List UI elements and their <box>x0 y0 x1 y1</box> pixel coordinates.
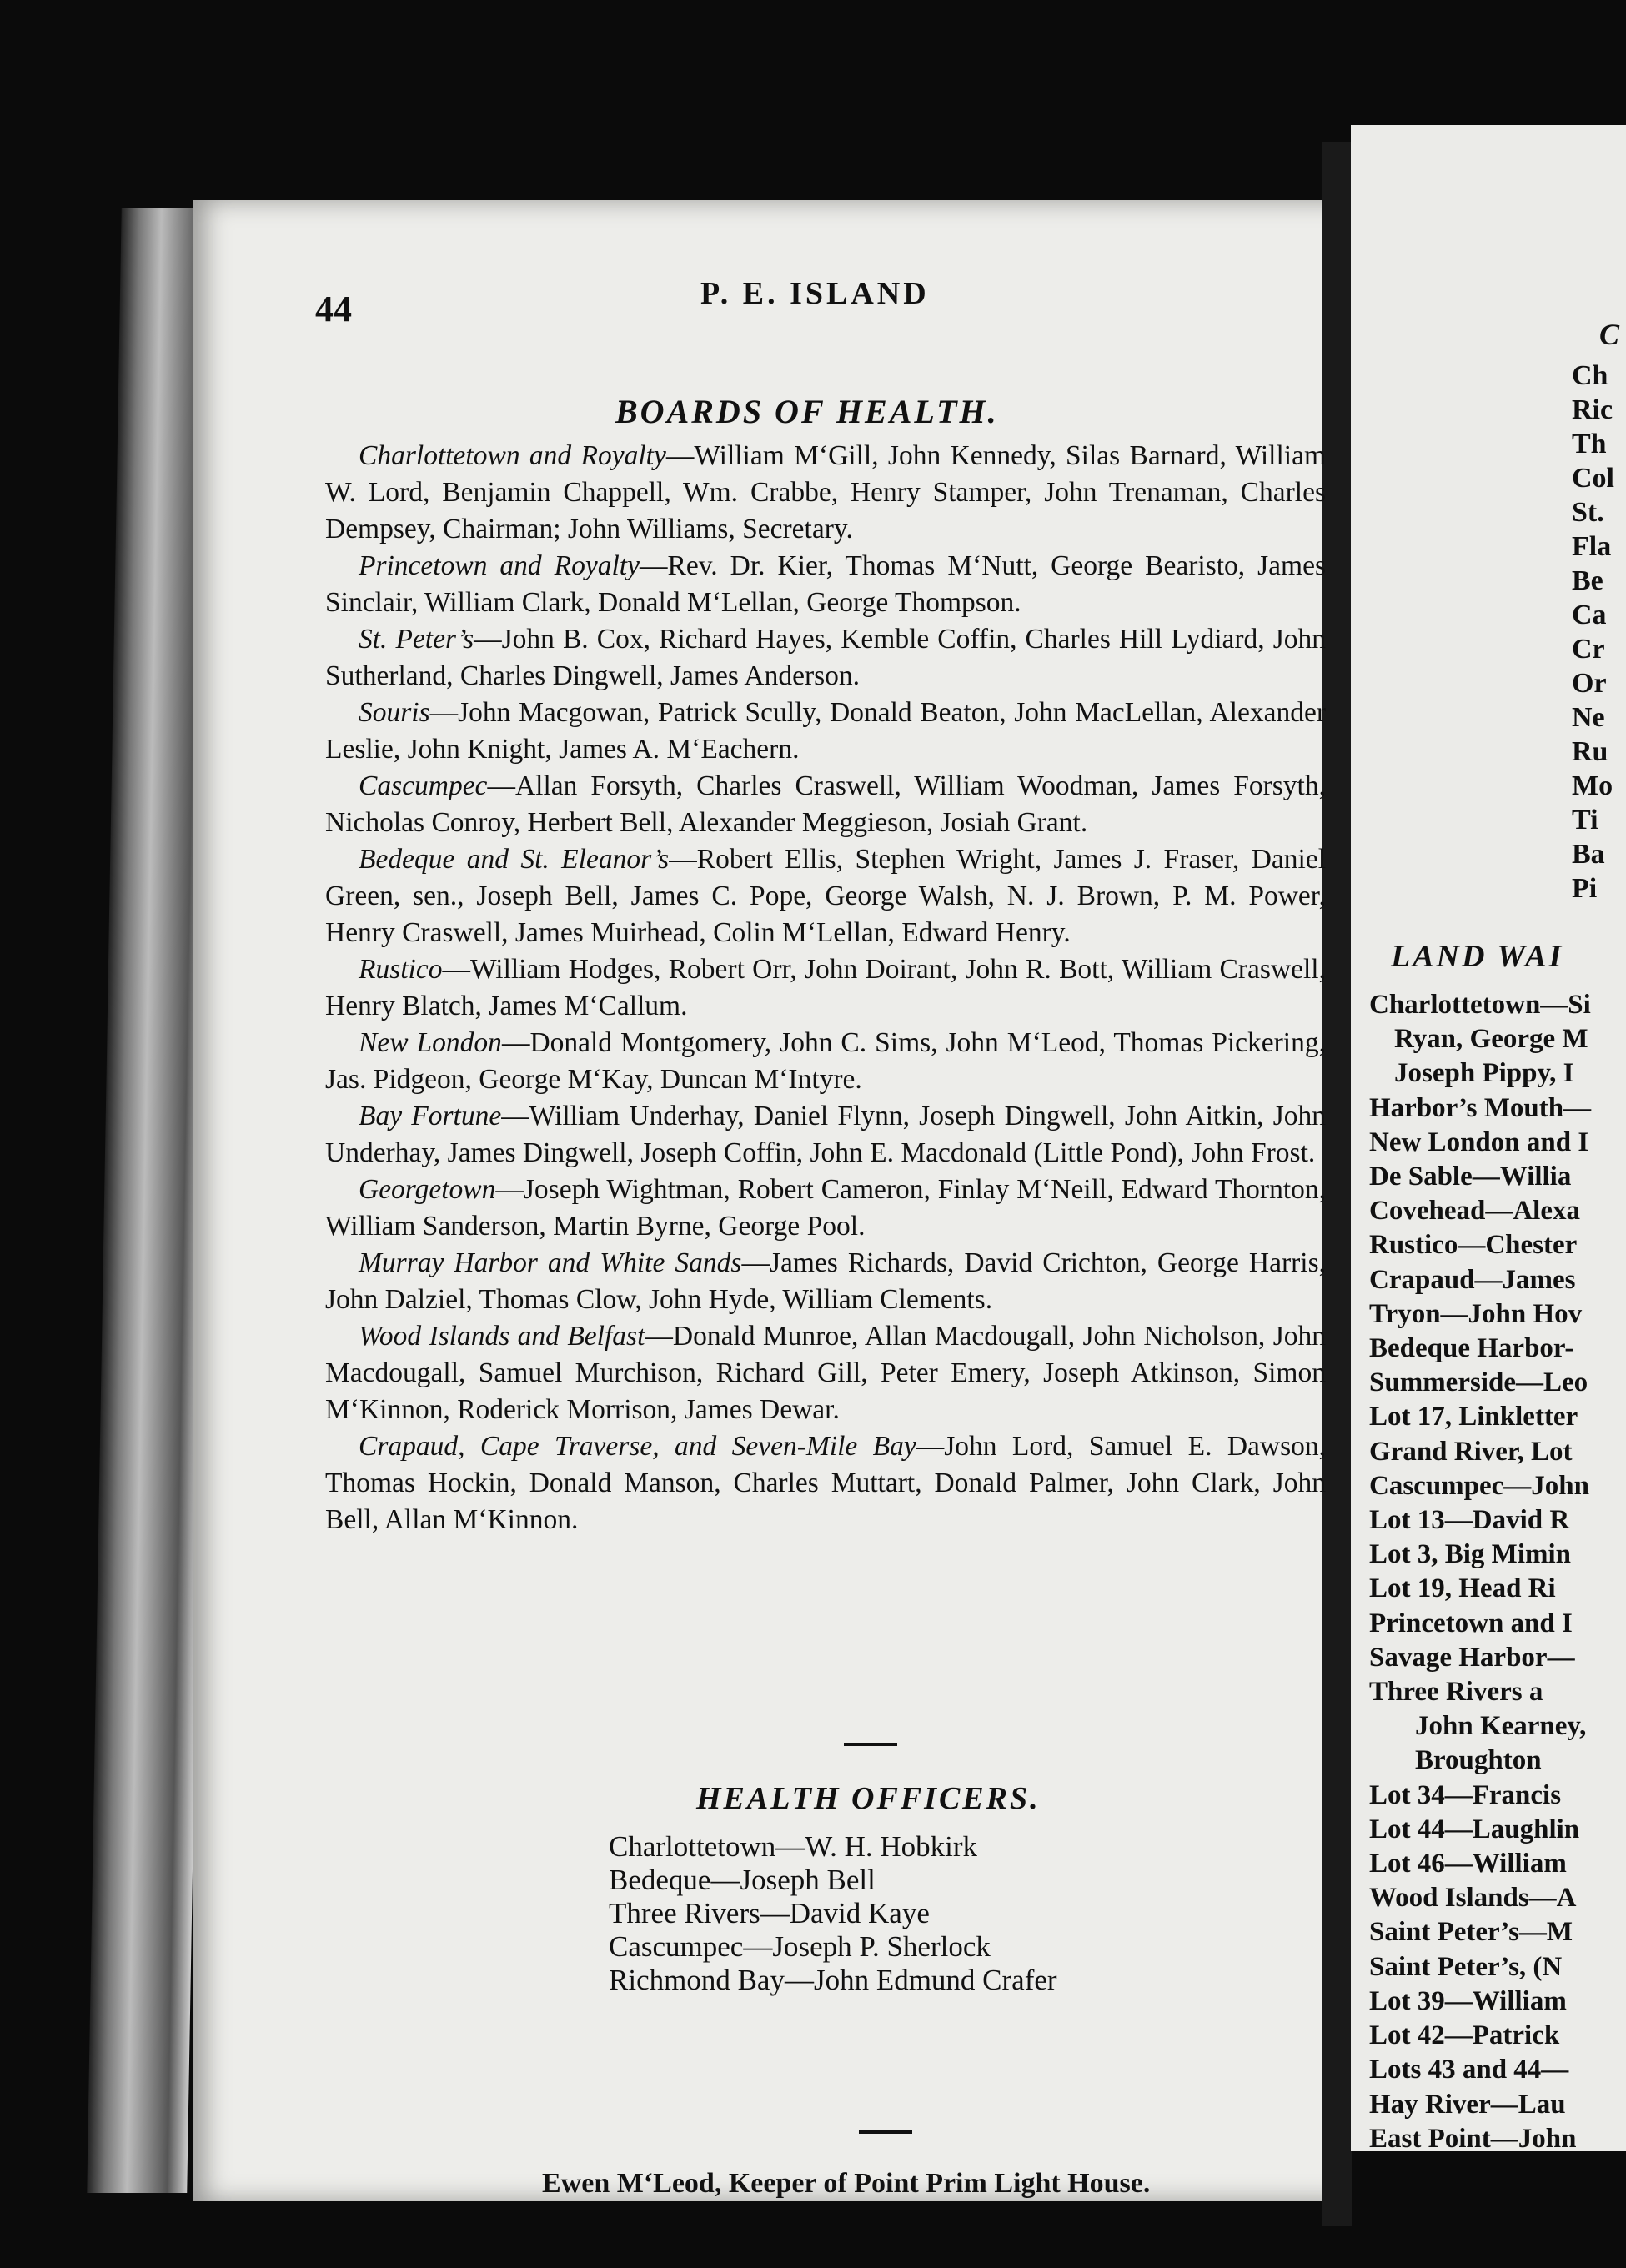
column-fragment: Ru <box>1572 736 1608 767</box>
board-members: —James Richards, David Crichton, George Harris, John Dalziel, Thomas Clow, John Hyde, William Clements. <box>325 1247 1326 1315</box>
board-entry <box>325 1172 1326 1245</box>
board-entry <box>325 695 1326 768</box>
column-fragment: Cr <box>1572 634 1605 665</box>
land-waiter-line: Lot 17, Linkletter <box>1369 1402 1578 1433</box>
board-entry <box>325 1025 1326 1098</box>
land-waiter-line: Lot 34—Francis <box>1369 1779 1562 1810</box>
health-officers-heading: HEALTH OFFICERS. <box>696 1781 1041 1816</box>
land-waiter-line: Lot 39—William <box>1369 1985 1567 2016</box>
land-waiter-line: Lot 13—David R <box>1369 1505 1570 1536</box>
land-waiter-line: Lot 46—William <box>1369 1849 1567 1879</box>
board-place: Murray Harbor and White Sands <box>359 1247 742 1278</box>
land-waiter-line: Tryon—John Hov <box>1369 1298 1583 1329</box>
board-place: St. Peter’s <box>359 624 474 655</box>
land-waiter-line: Bedeque Harbor- <box>1369 1333 1574 1364</box>
column-fragment: Ti <box>1572 805 1598 835</box>
board-members: —John Macgowan, Patrick Scully, Donald Beaton, John MacLellan, Alexander Leslie, John Knight, James A. M‘Eachern. <box>325 697 1326 765</box>
board-members: —Donald Montgomery, John C. Sims, John M‘Leod, Thomas Pickering, Jas. Pidgeon, George M‘Kay, Duncan M‘Intyre. <box>325 1027 1326 1095</box>
land-waiter-line: Summerside—Leo <box>1369 1367 1588 1398</box>
board-entry <box>325 1428 1326 1538</box>
land-waiter-line: New London and I <box>1369 1126 1589 1157</box>
land-waiter-line: Cascumpec—John <box>1369 1470 1590 1501</box>
land-waiter-line: Rustico—Chester <box>1369 1230 1578 1261</box>
land-waiters-list <box>1369 988 1591 2156</box>
health-officer: Bedeque—Joseph Bell <box>609 1864 876 1896</box>
column-fragment: Ne <box>1572 702 1605 733</box>
land-waiter-line: Lot 3, Big Mimin <box>1369 1539 1572 1570</box>
right-page-column-fragments <box>1572 359 1614 906</box>
board-members: —Robert Ellis, Stephen Wright, James J. Fraser, Daniel Green, sen., Joseph Bell, James C. Pope, George Walsh, N. J. Brown, P. M. Power, Henry Craswell, James Muirhead, Colin M‘Lellan, Edward Henry. <box>325 844 1326 948</box>
board-place: Bedeque and St. Eleanor’s <box>359 844 670 875</box>
section-rule-lower <box>859 2130 912 2134</box>
land-waiter-line: Joseph Pippy, I <box>1394 1058 1574 1089</box>
board-entry <box>325 621 1326 695</box>
board-entry <box>325 438 1326 548</box>
boards-of-health-heading: BOARDS OF HEALTH. <box>615 393 999 430</box>
column-fragment: Be <box>1572 565 1603 596</box>
board-entry <box>325 841 1326 951</box>
land-waiter-line: Saint Peter’s—M <box>1369 1917 1573 1948</box>
board-members: —Donald Munroe, Allan Macdougall, John Nicholson, John Macdougall, Samuel Murchison, Richard Gill, Peter Emery, Joseph Atkinson, Simon M‘Kinnon, Roderick Morrison, James Dewar. <box>325 1321 1326 1425</box>
board-entry <box>325 1098 1326 1172</box>
health-officer: Three Rivers—David Kaye <box>609 1897 930 1929</box>
health-officers-list <box>609 1830 1057 1997</box>
board-members: —Rev. Dr. Kier, Thomas M‘Nutt, George Bearisto, James Sinclair, William Clark, Donald M‘Lellan, George Thompson. <box>325 550 1327 618</box>
board-place: Princetown and Royalty <box>359 550 640 581</box>
land-waiter-line: East Point—John <box>1369 2123 1577 2154</box>
board-place: Charlottetown and Royalty <box>359 440 666 471</box>
land-waiter-line: Lot 19, Head Ri <box>1369 1573 1556 1604</box>
land-waiter-line: John Kearney, <box>1415 1711 1587 1742</box>
board-entry <box>325 1318 1326 1428</box>
board-members: —John B. Cox, Richard Hayes, Kemble Coffin, Charles Hill Lydiard, John Sutherland, Charles Dingwell, James Anderson. <box>325 624 1326 691</box>
column-fragment: Ba <box>1572 839 1605 870</box>
land-waiter-line: Lot 44—Laughlin <box>1369 1814 1580 1844</box>
health-officer: Charlottetown—W. H. Hobkirk <box>609 1830 977 1863</box>
land-waiter-line: Ryan, George M <box>1394 1024 1588 1055</box>
land-waiter-line: Savage Harbor— <box>1369 1642 1575 1673</box>
land-waiter-line: Covehead—Alexa <box>1369 1196 1580 1227</box>
board-place: Bay Fortune <box>359 1101 502 1131</box>
column-fragment: Pi <box>1572 873 1598 904</box>
lighthouse-keeper-line: Ewen M‘Leod, Keeper of Point Prim Light House. <box>542 2168 1151 2199</box>
board-members: —Joseph Wightman, Robert Cameron, Finlay M‘Neill, Edward Thornton, William Sanderson, Martin Byrne, George Pool. <box>325 1174 1326 1242</box>
land-waiter-line: Grand River, Lot <box>1369 1436 1573 1467</box>
land-waiters-heading: LAND WAI <box>1391 939 1564 974</box>
board-members: —Allan Forsyth, Charles Craswell, William Woodman, James Forsyth, Nicholas Conroy, Herbert Bell, Alexander Meggieson, Josiah Grant. <box>325 770 1326 838</box>
column-fragment: Th <box>1572 429 1607 459</box>
board-entry <box>325 768 1326 841</box>
board-entry <box>325 548 1326 621</box>
section-rule <box>844 1743 897 1746</box>
book-gutter <box>1322 142 1352 2226</box>
board-place: Crapaud, Cape Traverse, and Seven-Mile Bay <box>359 1431 916 1462</box>
column-fragment: Fla <box>1572 531 1612 562</box>
board-members: —William Hodges, Robert Orr, John Doirant, John R. Bott, William Craswell, Henry Blatch, James M‘Callum. <box>325 954 1326 1021</box>
column-fragment: Ca <box>1572 600 1607 630</box>
board-place: Rustico <box>359 954 443 985</box>
land-waiter-line: Crapaud—James <box>1369 1264 1576 1295</box>
land-waiter-line: Lot 42—Patrick <box>1369 2020 1560 2051</box>
page-number: 44 <box>315 289 352 329</box>
board-place: Wood Islands and Belfast <box>359 1321 645 1352</box>
board-place: New London <box>359 1027 502 1058</box>
land-waiter-line: Harbor’s Mouth— <box>1369 1092 1592 1123</box>
board-members: —William Underhay, Daniel Flynn, Joseph Dingwell, John Aitkin, John Underhay, James Dingwell, Joseph Coffin, John E. Macdonald (Little Pond), John Frost. <box>325 1101 1326 1168</box>
land-waiter-line: De Sable—Willia <box>1369 1162 1572 1192</box>
land-waiter-line: Three Rivers a <box>1369 1677 1543 1708</box>
board-place: Souris <box>359 697 430 728</box>
column-fragment: Ric <box>1572 394 1613 425</box>
column-fragment: Col <box>1572 463 1614 494</box>
right-page-running-letter: C <box>1599 318 1620 351</box>
board-entry <box>325 1245 1326 1318</box>
board-place: Georgetown <box>359 1174 496 1205</box>
column-fragment: Mo <box>1572 770 1613 801</box>
board-entry <box>325 951 1326 1025</box>
column-fragment: Ch <box>1572 360 1608 391</box>
boards-list <box>325 438 1326 1538</box>
land-waiter-line: Wood Islands—A <box>1369 1883 1577 1914</box>
land-waiter-line: Broughton <box>1415 1745 1542 1776</box>
land-waiter-line: Lots 43 and 44— <box>1369 2055 1569 2085</box>
column-fragment: St. <box>1572 497 1604 528</box>
running-title: P. E. ISLAND <box>700 276 930 311</box>
board-place: Cascumpec <box>359 770 488 801</box>
board-members: —John Lord, Samuel E. Dawson, Thomas Hockin, Donald Manson, Charles Muttart, Donald Palmer, John Clark, John Bell, Allan M‘Kinnon. <box>325 1431 1326 1535</box>
land-waiter-line: Princetown and I <box>1369 1608 1573 1638</box>
land-waiter-line: Hay River—Lau <box>1369 2089 1566 2120</box>
land-waiter-line: Saint Peter’s, (N <box>1369 1951 1563 1982</box>
board-members: —William M‘Gill, John Kennedy, Silas Barnard, William W. Lord, Benjamin Chappell, Wm. Crabbe, Henry Stamper, John Trenaman, Charles Dempsey, Chairman; John Williams, Secretary. <box>325 440 1327 544</box>
health-officer: Richmond Bay—John Edmund Crafer <box>609 1964 1057 1996</box>
health-officer: Cascumpec—Joseph P. Sherlock <box>609 1930 991 1963</box>
column-fragment: Or <box>1572 668 1607 699</box>
land-waiter-line: Charlottetown—Si <box>1369 990 1591 1020</box>
